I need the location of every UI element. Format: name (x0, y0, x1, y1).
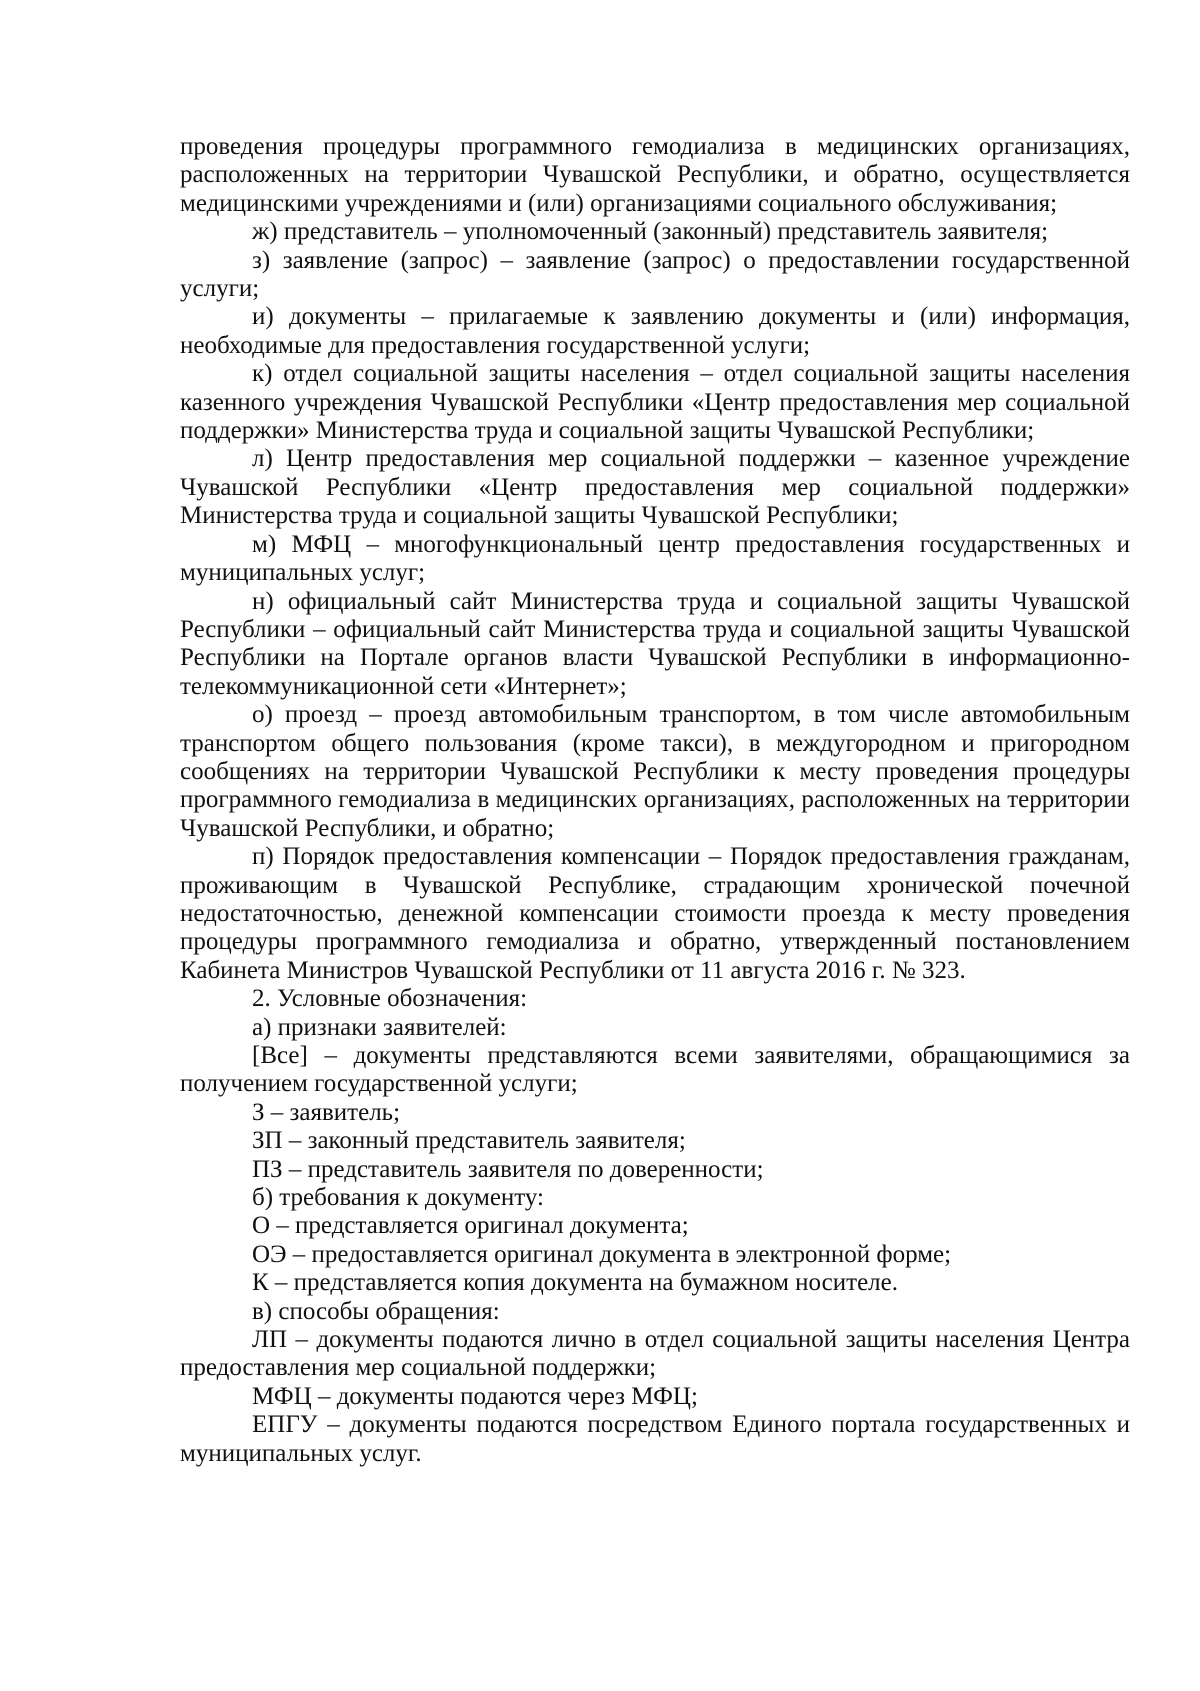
notation-via-mfc: МФЦ – документы подаются через МФЦ; (252, 1382, 698, 1410)
definition-compensation-procedure: п) Порядок предоставления компенсации – Порядок предоставления гражданам, проживающим в Чувашской Республике, страдающим хронической почечной недостаточностью, денежной компенсации стоимости проезда к месту проведения процедуры программного гемодиализа и обратно, утвержденный постановлением Кабинета Министров Чувашской Республики от 11 августа 2016 г. № 323. (180, 843, 1130, 984)
definition-support-center: л) Центр предоставления мер социальной поддержки – казенное учреждение Чувашской Республики «Центр предоставления мер социальной поддержки» Министерства труда и социальной защиты Чувашской Республики; (180, 445, 1130, 530)
paragraph-continuation: проведения процедуры программного гемодиализа в медицинских организациях, расположенных на территории Чувашской Республики, и обратно, осуществляется медицинскими учреждениями и (или) организациями социального обслуживания; (180, 133, 1130, 217)
definition-official-site: н) официальный сайт Министерства труда и социальной защиты Чувашской Республики – официальный сайт Министерства труда и социальной защиты Чувашской Республики на Портале органов власти Чувашской Республики в информационно-телекоммуникационной сети «Интернет»; (180, 587, 1130, 700)
document-page (180, 133, 1130, 1468)
notation-applicant-signs: а) признаки заявителей: (252, 1013, 507, 1041)
definition-mfc: м) МФЦ – многофункциональный центр предоставления государственных и муниципальных услуг; (180, 530, 1130, 587)
section-heading-notation: 2. Условные обозначения: (252, 985, 528, 1013)
notation-applicant: З – заявитель; (252, 1098, 401, 1126)
notation-in-person: ЛП – документы подаются лично в отдел социальной защиты населения Центра предоставления мер социальной поддержки; (180, 1326, 1130, 1382)
notation-all: [Все] – документы представляются всеми заявителями, обращающимися за получением государственной услуги; (180, 1042, 1130, 1098)
notation-proxy: ПЗ – представитель заявителя по доверенности; (252, 1155, 764, 1183)
definition-travel: о) проезд – проезд автомобильным транспортом, в том числе автомобильным транспортом общего пользования (кроме такси), в междугородном и пригородном сообщениях на территории Чувашской Республики к месту проведения процедуры программного гемодиализа в медицинских организациях, расположенных на территории Чувашской Республики, и обратно; (180, 701, 1130, 842)
notation-request-methods: в) способы обращения: (252, 1297, 500, 1325)
notation-copy: К – представляется копия документа на бумажном носителе. (252, 1269, 898, 1297)
notation-legal-representative: ЗП – законный представитель заявителя; (252, 1127, 686, 1155)
definition-representative: ж) представитель – уполномоченный (законный) представитель заявителя; (252, 218, 1049, 246)
definition-documents: и) документы – прилагаемые к заявлению документы и (или) информация, необходимые для предоставления государственной услуги; (180, 303, 1130, 359)
definition-social-protection-department: к) отдел социальной защиты населения – отдел социальной защиты населения казенного учреждения Чувашской Республики «Центр предоставления мер социальной поддержки» Министерства труда и социальной защиты Чувашской Республики; (180, 360, 1130, 445)
notation-via-epgu: ЕПГУ – документы подаются посредством Единого портала государственных и муниципальных услуг. (180, 1411, 1130, 1467)
notation-original: О – представляется оригинал документа; (252, 1212, 689, 1240)
definition-application: з) заявление (запрос) – заявление (запрос) о предоставлении государственной услуги; (180, 246, 1130, 303)
notation-electronic-original: ОЭ – предоставляется оригинал документа в электронной форме; (252, 1240, 952, 1268)
notation-document-requirements: б) требования к документу: (252, 1184, 545, 1212)
